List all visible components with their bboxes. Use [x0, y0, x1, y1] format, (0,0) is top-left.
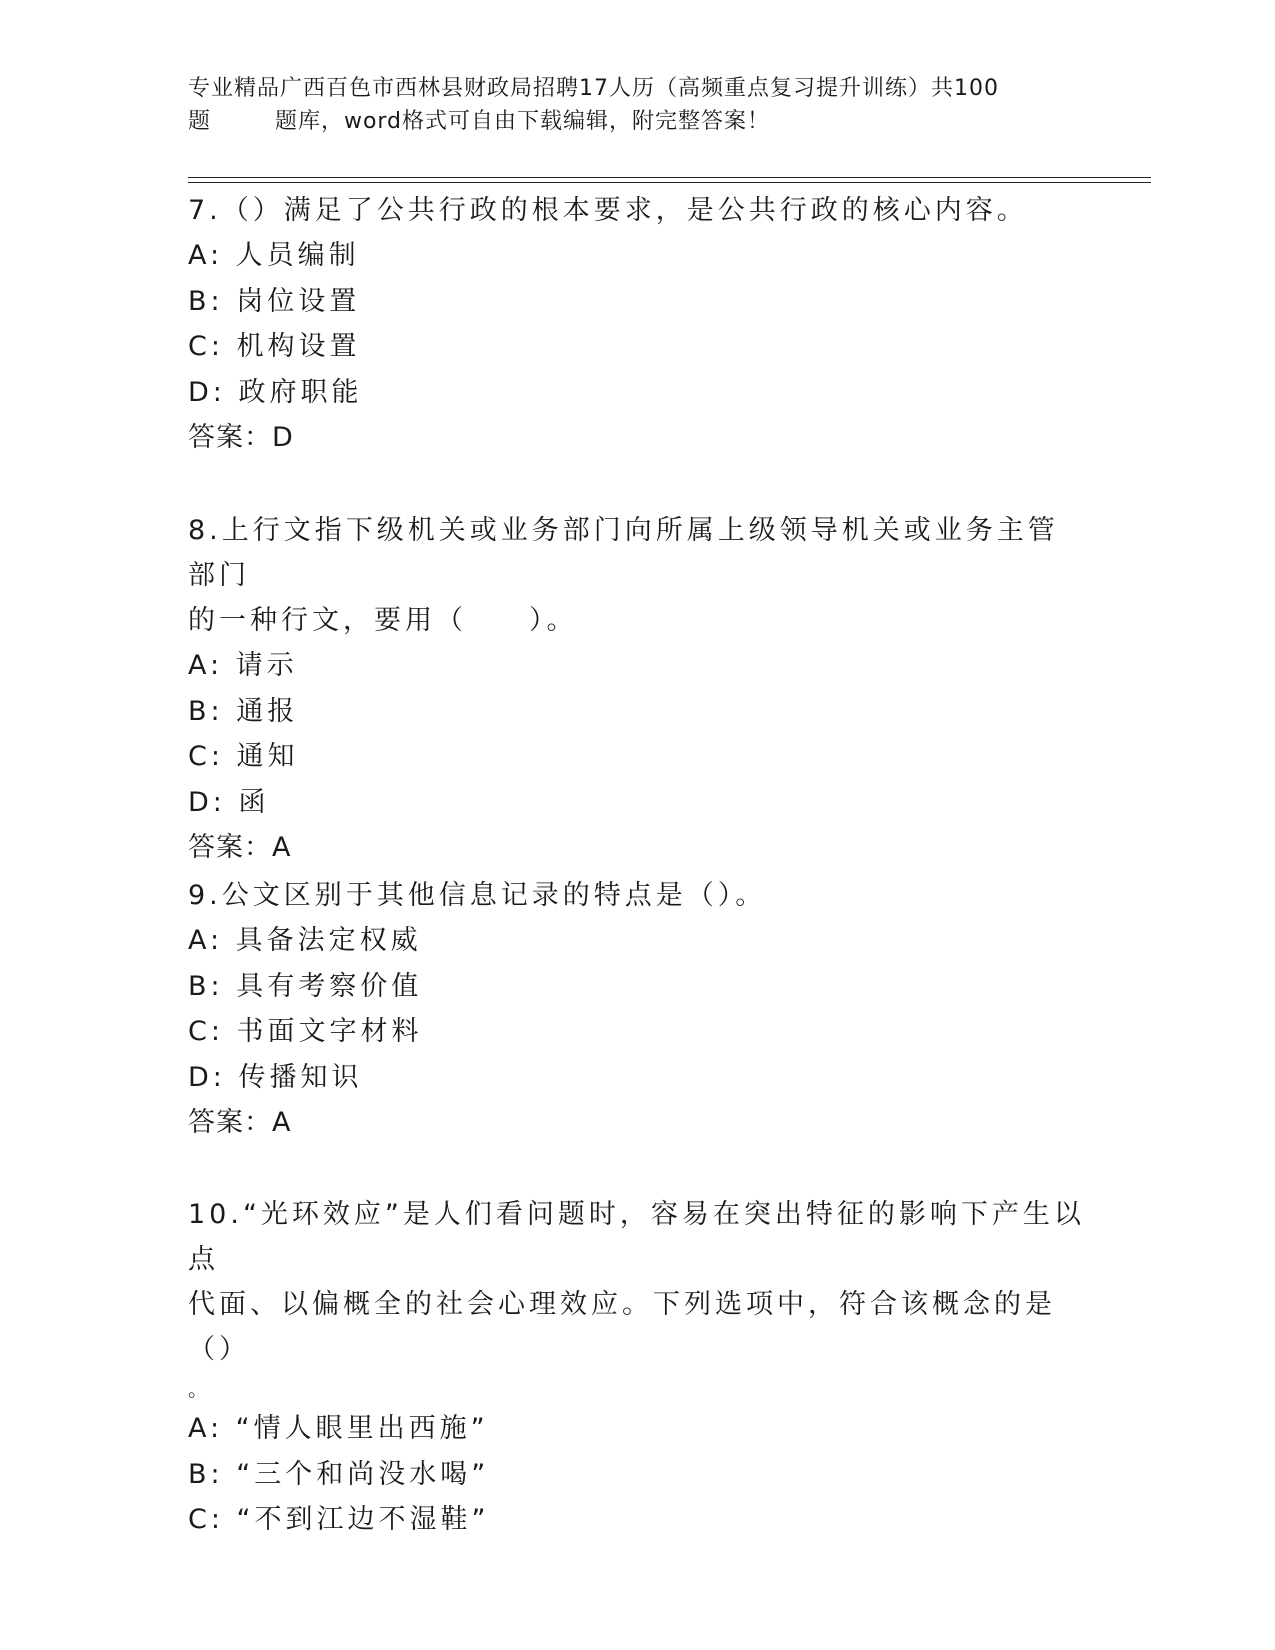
question-10	[188, 1192, 1088, 1543]
document-header	[188, 72, 1088, 138]
option-c: C: 机构设置	[188, 331, 361, 363]
question-7	[188, 188, 1088, 460]
question-stem-trailing-period: 。	[188, 1377, 212, 1401]
option-b: B: 具有考察价值	[188, 970, 423, 1002]
header-line-1: 专业精品广西百色市西林县财政局招聘17人历（高频重点复习提升训练）共100	[188, 76, 999, 101]
option-a: A: 人员编制	[188, 240, 360, 271]
question-stem-line-1: 10.“光环效应”是人们看问题时，容易在突出特征的影响下产生以点	[188, 1199, 1085, 1275]
question-8	[188, 508, 1088, 870]
header-line-2: 题 题库，word格式可自由下载编辑，附完整答案！	[188, 109, 771, 134]
option-d: D: 传播知识	[188, 1061, 363, 1093]
answer-line: 答案：D	[188, 422, 294, 454]
option-a: A: 具备法定权威	[188, 925, 422, 956]
question-stem: 7.（）满足了公共行政的根本要求，是公共行政的核心内容。	[188, 195, 1028, 226]
option-d: D: 政府职能	[188, 376, 363, 408]
question-stem-line-2: 的一种行文，要用（ ）。	[188, 605, 578, 636]
question-stem: 9.公文区别于其他信息记录的特点是（）。	[188, 880, 767, 911]
question-9	[188, 873, 1088, 1145]
question-stem-line-2: 代面、以偏概全的社会心理效应。下列选项中，符合该概念的是（）	[188, 1289, 1056, 1365]
header-divider-bottom	[188, 182, 1151, 183]
answer-line: 答案：A	[188, 832, 292, 864]
option-a: A: “情人眼里出西施”	[188, 1413, 489, 1444]
option-d: D: 函	[188, 786, 270, 818]
option-c: C: “不到江边不湿鞋”	[188, 1504, 490, 1536]
option-a: A: 请示	[188, 650, 298, 681]
option-b: B: “三个和尚没水喝”	[188, 1458, 490, 1490]
option-c: C: 书面文字材料	[188, 1016, 423, 1048]
answer-line: 答案：A	[188, 1107, 292, 1139]
option-c: C: 通知	[188, 741, 299, 773]
header-divider-top	[188, 177, 1151, 178]
option-b: B: 岗位设置	[188, 285, 361, 317]
option-b: B: 通报	[188, 695, 299, 727]
question-stem-line-1: 8.上行文指下级机关或业务部门向所属上级领导机关或业务主管部门	[188, 515, 1059, 591]
